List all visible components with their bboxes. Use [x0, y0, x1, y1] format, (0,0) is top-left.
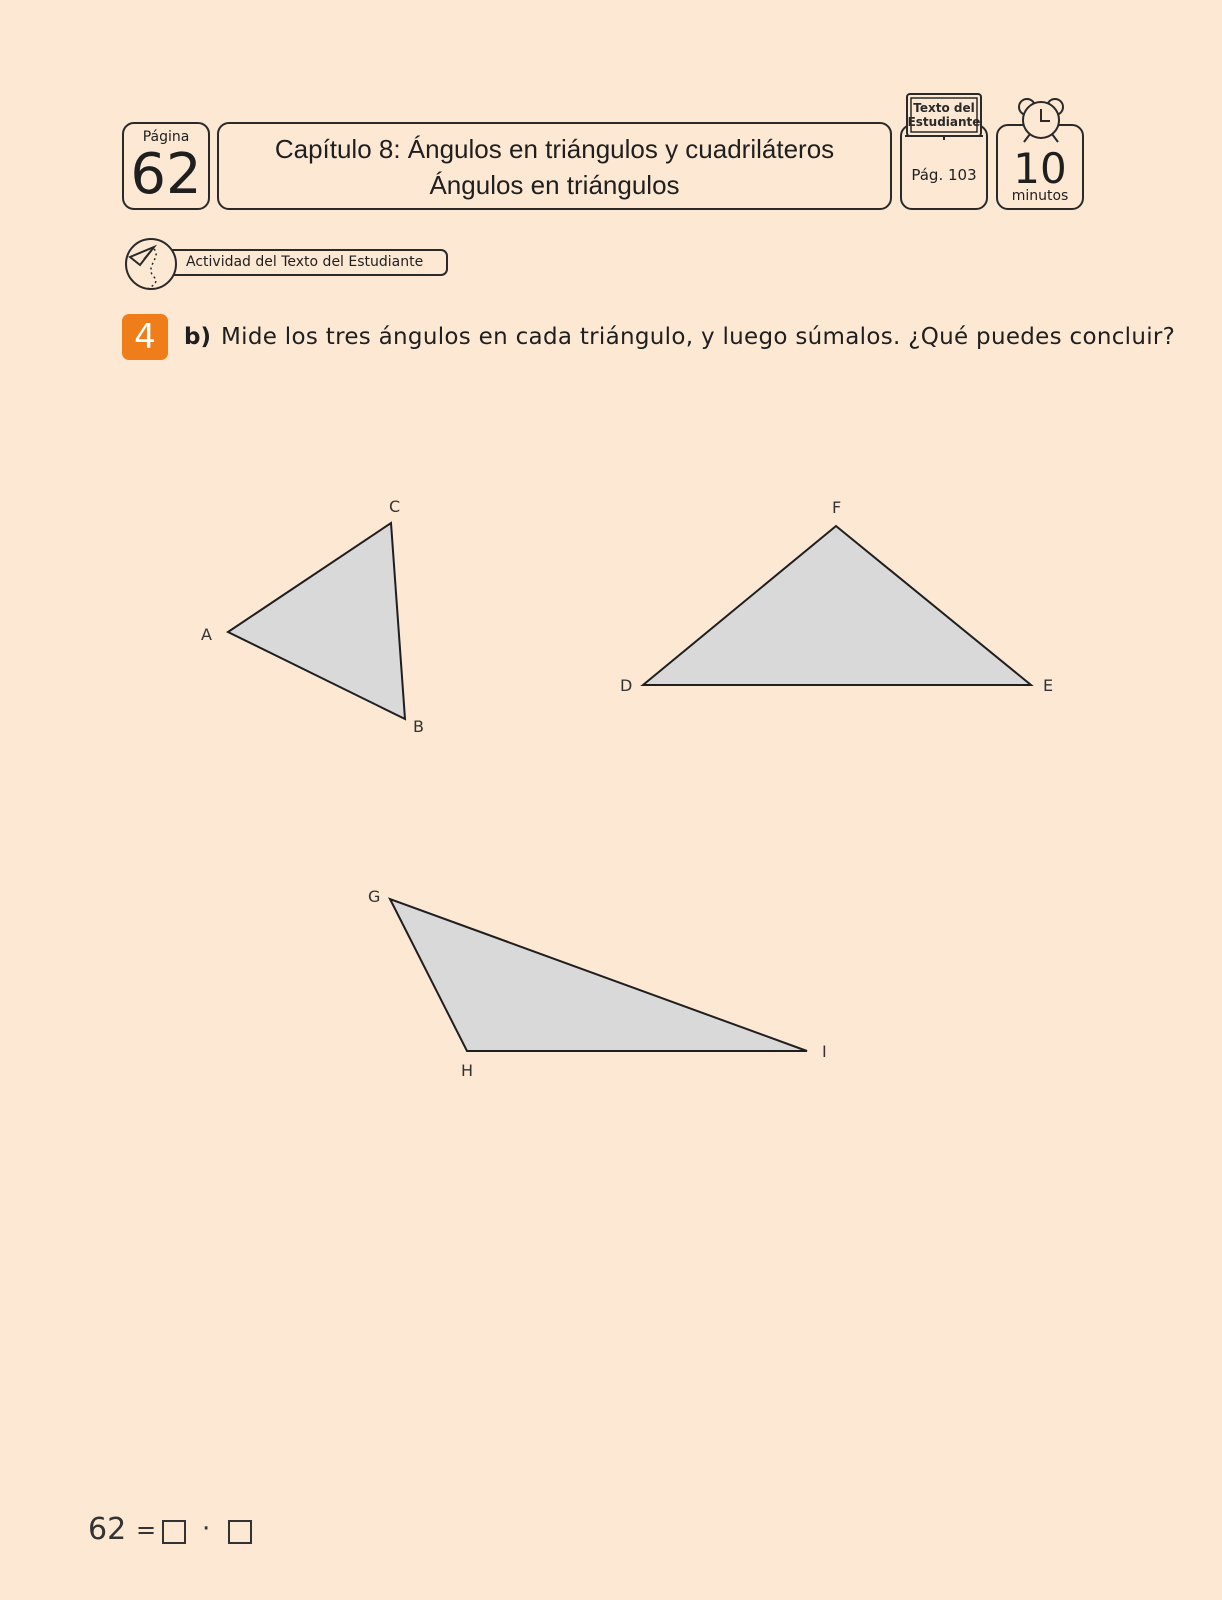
vertex-label-g: G — [368, 887, 381, 906]
vertex-label-h: H — [461, 1061, 474, 1080]
section-title: Ángulos en triángulos — [429, 170, 680, 200]
footer-square-1 — [162, 1520, 186, 1544]
vertex-label-a: A — [201, 625, 212, 644]
question-part: b) — [184, 324, 211, 350]
question-text: Mide los tres ángulos en cada triángulo, y luego súmalos. ¿Qué puedes concluir? — [221, 324, 1176, 350]
footer-square-2 — [228, 1520, 252, 1544]
book-icon-text-2: Estudiante — [907, 115, 981, 129]
vertex-label-b: B — [413, 717, 424, 736]
question-number-badge: 4 — [122, 314, 168, 360]
vertex-label-i: I — [822, 1042, 827, 1061]
page-number: 62 — [130, 142, 202, 207]
footer-equals: = — [136, 1516, 157, 1544]
triangle-ghi — [390, 899, 807, 1051]
page-label: Página — [142, 129, 190, 145]
activity-label-text: Actividad del Texto del Estudiante — [186, 254, 424, 270]
triangle-def — [643, 526, 1031, 685]
vertex-label-f: F — [832, 498, 842, 517]
triangle-abc — [228, 523, 405, 719]
chapter-title: Capítulo 8: Ángulos en triángulos y cuadriláteros — [274, 134, 835, 164]
time-unit: minutos — [1011, 188, 1069, 204]
textbook-page: Pág. 103 — [911, 166, 977, 184]
time-value: 10 — [1013, 144, 1067, 193]
vertex-label-d: D — [620, 676, 633, 695]
vertex-label-c: C — [389, 497, 401, 516]
vertex-label-e: E — [1043, 676, 1054, 695]
footer-dot: · — [202, 1514, 211, 1544]
footer-page-number: 62 — [88, 1512, 127, 1547]
book-icon-text-1: Texto del — [913, 101, 975, 115]
